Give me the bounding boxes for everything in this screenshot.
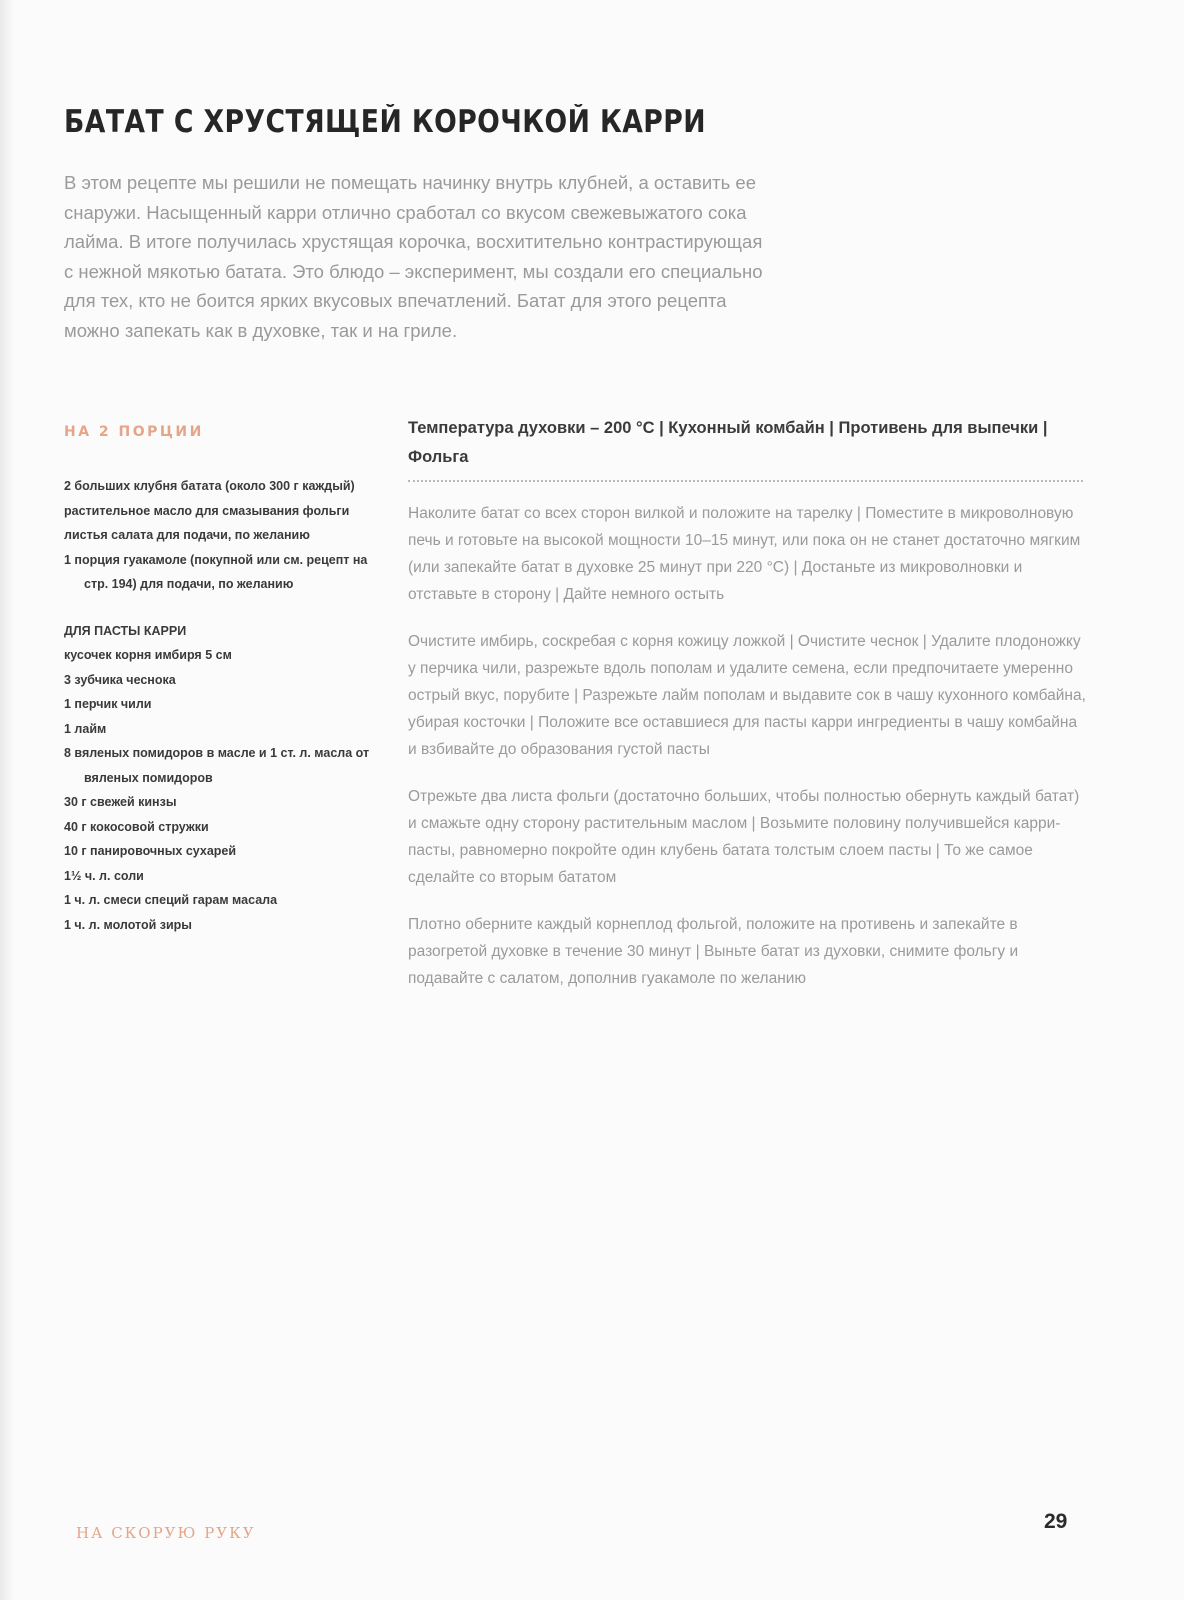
method-column [408, 414, 1088, 1012]
paste-ingredient-item: 1 ч. л. молотой зиры [64, 917, 192, 932]
method-step: Очистите имбирь, соскребая с корня кожицу ложкой | Очистите чеснок | Удалите плодоножку у перчика чили, разрежьте вдоль пополам и удалите семена, если предпочитаете умеренно острый вкус, порубите | Разрежьте лайм пополам и выдавите сок в чашу кухонного комбайна, убирая косточки | Положите все оставшиеся для пасты карри ингредиенты в чашу комбайна и взбивайте до образования густой пасты [408, 633, 1086, 758]
ingredients-list [64, 474, 374, 597]
paste-ingredient-item: 1 лайм [64, 721, 107, 736]
recipe-title: БАТАТ С ХРУСТЯЩЕЙ КОРОЧКОЙ КАРРИ [64, 104, 706, 140]
paste-ingredient-item: 8 вяленых помидоров в масле и 1 ст. л. масла от вяленых помидоров [64, 746, 370, 785]
paste-ingredient-item: кусочек корня имбиря 5 см [64, 648, 232, 662]
ingredient-item: 2 больших клубня батата (около 300 г каждый) [64, 479, 355, 493]
page-edge-shadow [0, 0, 14, 1600]
paste-ingredient-item: 1 ч. л. смеси специй гарам масала [64, 893, 278, 907]
paste-ingredient-item: 10 г панировочных сухарей [64, 844, 237, 858]
method-steps [408, 500, 1088, 992]
paste-ingredient-item: 1½ ч. л. соли [64, 868, 144, 883]
method-step: Отрежьте два листа фольги (достаточно больших, чтобы полностью обернуть каждый батат) и смажьте одну сторону растительным маслом | Возьмите половину получившейся карри-пасты, равномерно покройте один клубень батата толстым слоем пасты | То же самое сделайте со вторым бататом [408, 788, 1080, 886]
page-number: 29 [1044, 1510, 1068, 1533]
curry-paste-list [64, 643, 374, 937]
ingredient-item: 1 порция гуакамоле (покупной или см. рецепт на стр. 194) для подачи, по желанию [64, 552, 368, 591]
paste-ingredient-item: 40 г кокосовой стружки [64, 819, 209, 834]
paste-ingredient-item: 1 перчик чили [64, 697, 152, 711]
section-footer: НА СКОРУЮ РУКУ [76, 1524, 256, 1542]
recipe-intro: В этом рецепте мы решили не помещать начинку внутрь клубней, а оставить ее снаружи. Насыщенный карри отлично сработал со вкусом свежевыжатого сока лайма. В итоге получилась хрустящая корочка, восхитительно контрастирующая с нежной мякотью батата. Это блюдо – эксперимент, мы создали его специально для тех, кто не боится ярких вкусовых впечатлений. Батат для этого рецепта можно запекать как в духовке, так и на гриле. [64, 172, 763, 341]
method-step: Наколите батат со всех сторон вилкой и положите на тарелку | Поместите в микроволновую печь и готовьте на высокой мощности 10–15 минут, или пока он не станет достаточно мягким (или запекайте батат в духовке 25 минут при 220 °C) | Достаньте из микроволновки и отставьте в сторону | Дайте немного остыть [408, 505, 1081, 603]
equipment-line: Температура духовки – 200 °C | Кухонный комбайн | Противень для выпечки | Фольга [408, 414, 1083, 482]
method-step: Плотно оберните каждый корнеплод фольгой, положите на противень и запекайте в разогретой духовке в течение 30 минут | Выньте батат из духовки, снимите фольгу и подавайте с салатом, дополнив гуакамоле по желанию [408, 916, 1019, 987]
ingredient-item: растительное масло для смазывания фольги [64, 503, 350, 518]
paste-ingredient-item: 3 зубчика чеснока [64, 672, 176, 687]
ingredients-column [64, 424, 374, 937]
ingredient-item: листья салата для подачи, по желанию [64, 528, 310, 542]
servings-label: НА 2 ПОРЦИИ [64, 424, 204, 440]
paste-ingredient-item: 30 г свежей кинзы [64, 795, 177, 809]
curry-paste-heading: ДЛЯ ПАСТЫ КАРРИ [64, 623, 187, 638]
